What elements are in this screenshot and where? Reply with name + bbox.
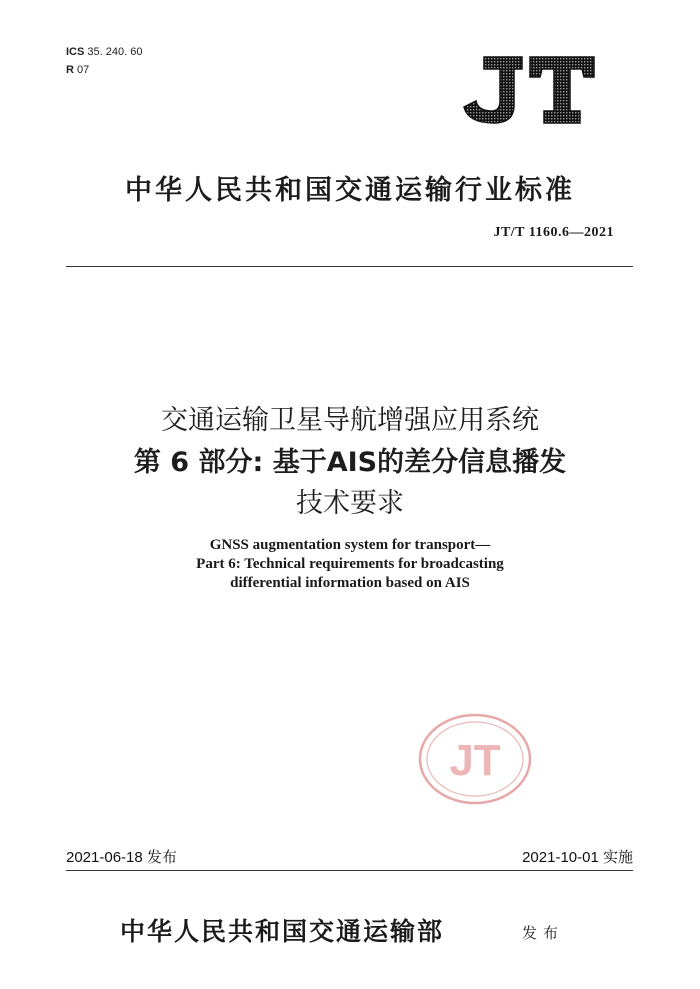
title-en-line3: differential information based on AIS [230, 575, 470, 591]
stamp-text: JT [449, 736, 501, 785]
ics-code [66, 46, 142, 58]
standard-type-heading: 中华人民共和国交通运输行业标准 [125, 175, 575, 206]
standard-number: JT/T 1160.6—2021 [493, 225, 614, 240]
implement-date: 2021-10-01 实施 [522, 849, 633, 866]
issuing-authority: 中华人民共和国交通运输部 [120, 917, 445, 946]
ccs-code [66, 64, 89, 76]
divider-bottom [66, 870, 633, 871]
title-cn-line1: 交通运输卫星导航增强应用系统 [161, 405, 539, 436]
ics-label: ICS [66, 46, 85, 58]
title-en-line2: Part 6: Technical requirements for broadcasting [196, 556, 504, 572]
publish-date: 2021-06-18 发布 [66, 849, 177, 866]
title-cn-line3: 技术要求 [296, 488, 404, 519]
title-en-line1: GNSS augmentation system for transport— [209, 537, 491, 553]
ccs-label: R [66, 64, 74, 76]
ics-value: 35. 240. 60 [87, 46, 143, 58]
divider-top [66, 266, 633, 267]
jt-watermark-stamp [418, 713, 532, 805]
issue-label: 发布 [522, 924, 565, 942]
ccs-value: 07 [77, 64, 90, 76]
jt-logo [458, 55, 598, 127]
title-cn-line2: 第 6 部分: 基于AIS的差分信息播发 [133, 447, 567, 478]
